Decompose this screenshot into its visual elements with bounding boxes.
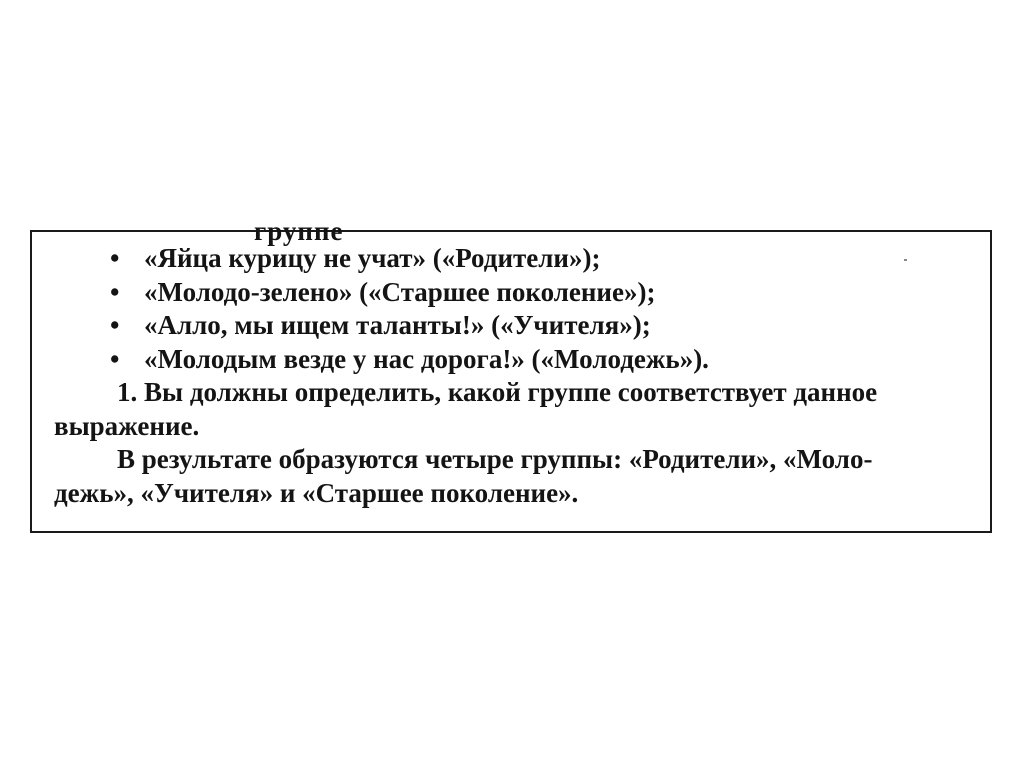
- excerpt-body: [54, 242, 974, 510]
- bullet-icon: •: [110, 310, 120, 340]
- scanned-text-excerpt: [30, 216, 992, 533]
- bullet-icon: •: [110, 343, 120, 374]
- bullet-text: «Алло, мы ищем таланты!» («Учителя»);: [144, 310, 651, 340]
- paragraph-1-line-1: 1. Вы должны определить, какой группе соответствует данное: [117, 377, 878, 407]
- bullet-icon: •: [110, 243, 120, 273]
- paragraph-2-line-2: дежь», «Учителя» и «Старшее поколение».: [54, 477, 579, 508]
- paragraph-2-line-1: В результате образуются четыре группы: «Родители», «Моло-: [117, 444, 873, 474]
- bullet-text: «Яйца курицу не учат» («Родители»);: [144, 243, 601, 273]
- bullet-text: «Молодым везде у нас дорога!» («Молодежь»).: [144, 343, 709, 374]
- cut-off-text-line: [254, 216, 344, 246]
- bullet-item: [54, 309, 974, 343]
- bullet-item: [54, 242, 974, 276]
- bullet-item: [54, 276, 974, 310]
- bullet-text: «Молодо-зелено» («Старшее поколение»);: [144, 276, 656, 307]
- bullet-icon: •: [110, 276, 120, 307]
- paragraph-1-line-2: выражение.: [54, 410, 200, 441]
- bullet-item: [54, 343, 974, 377]
- cut-off-text: группе: [254, 216, 344, 246]
